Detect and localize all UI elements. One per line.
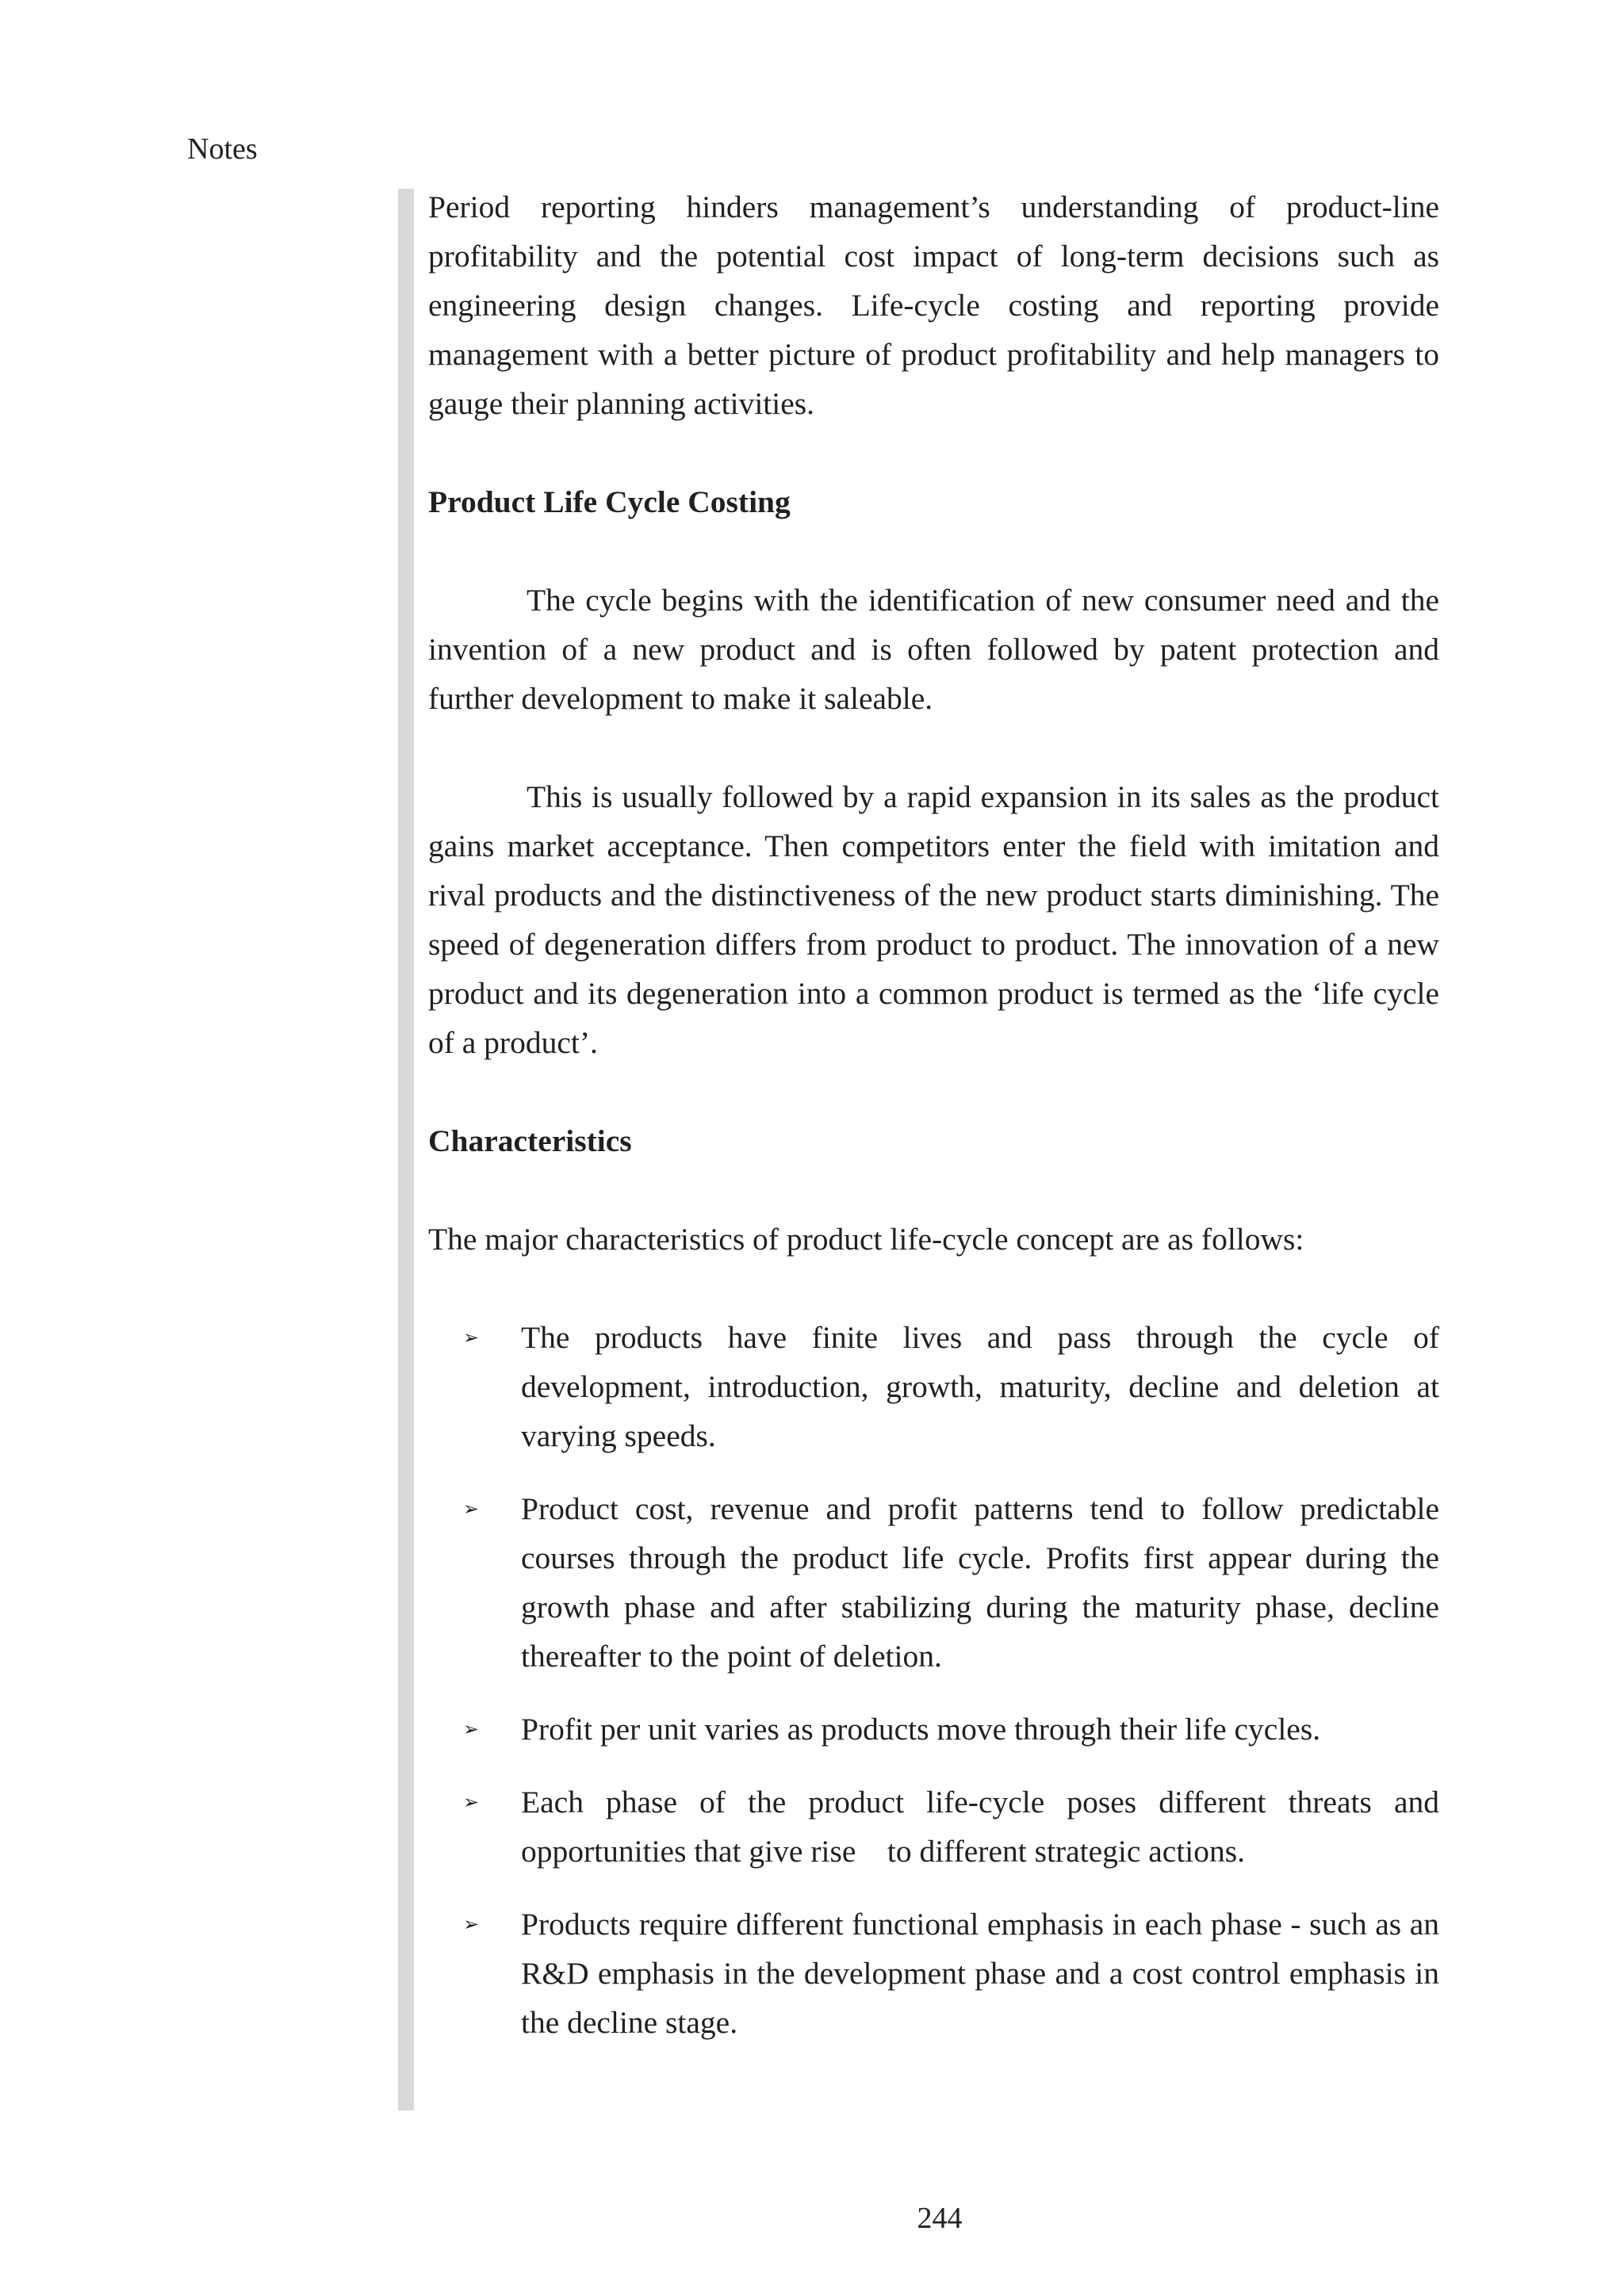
list-item-text: Each phase of the product life-cycle poses different threats and opportunities that give rise to different strategic actions. bbox=[521, 1785, 1447, 1869]
characteristics-list bbox=[428, 1313, 1447, 2047]
list-item bbox=[428, 1705, 1439, 1754]
notes-margin-bar bbox=[398, 189, 414, 2110]
margin-notes-label: Notes bbox=[187, 132, 258, 166]
body-paragraph: The cycle begins with the identification of new consumer need and the invention of a new product and is often followed by patent protection and further development to make it saleable. bbox=[428, 583, 1439, 716]
list-item-text: Product cost, revenue and profit patterns tend to follow predictable courses through the product life cycle. Profits first appear during the growth phase and after stabilizing during the maturity phase, decline thereafter to the point of deletion. bbox=[521, 1491, 1439, 1674]
list-item bbox=[428, 1484, 1439, 1681]
list-item bbox=[428, 1900, 1439, 2047]
arrowhead-bullet-icon: ➢ bbox=[463, 1791, 480, 1813]
list-item bbox=[428, 1313, 1439, 1460]
list-item-text: Profit per unit varies as products move through their life cycles. bbox=[521, 1712, 1321, 1747]
body-paragraph: This is usually followed by a rapid expansion in its sales as the product gains market acceptance. Then competitors enter the field with imitation and rival products and the distinctiveness of the new product starts diminishing. The speed of degeneration differs from product to product. The innovation of a new product and its degeneration into a common product is termed as the ‘life cycle of a product’. bbox=[428, 779, 1439, 1060]
page-body bbox=[428, 182, 1447, 2047]
page-number: 244 bbox=[917, 2202, 963, 2235]
arrowhead-bullet-icon: ➢ bbox=[463, 1913, 480, 1935]
list-item bbox=[428, 1777, 1447, 1876]
list-item-text: Products require different functional emphasis in each phase - such as an R&D emphasis in the development phase and a cost control emphasis in the decline stage. bbox=[521, 1907, 1439, 2040]
section-heading-life-cycle-costing: Product Life Cycle Costing bbox=[428, 484, 791, 519]
list-lead-sentence: The major characteristics of product life-cycle concept are as follows: bbox=[428, 1222, 1304, 1257]
section-heading-characteristics: Characteristics bbox=[428, 1123, 632, 1158]
arrowhead-bullet-icon: ➢ bbox=[463, 1326, 480, 1349]
intro-paragraph: Period reporting hinders management’s understanding of product-line profitability and the potential cost impact of long-term decisions such as engineering design changes. Life-cycle costing and reporting provide management with a better picture of product profitability and help managers to gauge their planning activities. bbox=[428, 189, 1439, 421]
list-item-text: The products have finite lives and pass through the cycle of development, introduction, growth, maturity, decline and deletion at varying speeds. bbox=[521, 1320, 1439, 1453]
arrowhead-bullet-icon: ➢ bbox=[463, 1718, 480, 1740]
arrowhead-bullet-icon: ➢ bbox=[463, 1498, 480, 1520]
